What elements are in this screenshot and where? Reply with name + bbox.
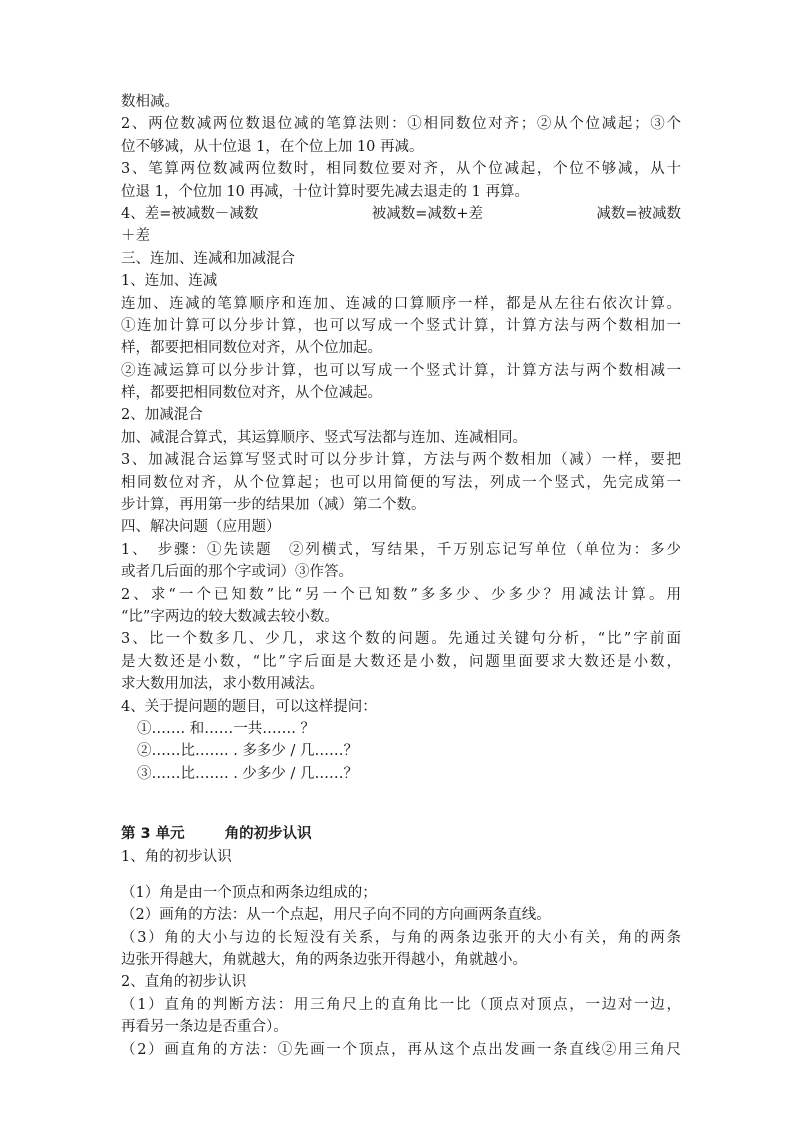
text-line: 样，都要把相同数位对齐，从个位加起。 [121,340,382,357]
text-line: ①连加计算可以分步计算，也可以写成一个竖式计算，计算方法与两个数相加一 [121,317,681,334]
unit-label: 第 3 单元 [121,826,185,843]
text-line: 是大数还是小数，“比”字后面是大数还是小数，问题里面要求大数还是小数， [121,653,681,670]
unit-title: 角的初步认识 [224,826,312,843]
text-line: “比”字两边的较大数减去较小数。 [121,608,339,625]
text-line: 3、比一个数多几、少几，求这个数的问题。先通过关键句分析，“比”字前面 [121,631,681,648]
document-page [121,91,681,1061]
text-line: 边张开得越大，角就越大，角的两条边张开得越小，角就越小。 [121,952,527,969]
text-line: ②连减运算可以分步计算，也可以写成一个竖式计算，计算方法与两个数相减一 [121,362,681,379]
text-line: 样，都要把相同数位对齐，从个位减起。 [121,385,382,402]
formula-line [121,203,681,225]
text-line: 3、加减混合运算写竖式时可以分步计算，方法与两个数相加（减）一样，要把 [121,452,681,469]
text-line: 3、笔算两位数减两位数时，相同数位要对齐，从个位减起，个位不够减，从十 [121,161,681,178]
question-item: ③……比……. . 少多少 / 几……？ [137,765,359,782]
text-line: 相同数位对齐，从个位算起；也可以用简便的写法，列成一个竖式，先完成第一 [121,474,681,491]
subsection-heading: 1、角的初步认识 [121,848,232,865]
section-heading: 四、解决问题（应用题） [121,519,281,536]
text-line: 加、减混合算式，其运算顺序、竖式写法都与连加、连减相同。 [121,429,527,446]
unit-heading [121,823,681,845]
text-line: （2）画直角的方法：①先画一个顶点，再从这个点出发画一条直线②用三角尺 [121,1041,681,1058]
text-line: （1）直角的判断方法：用三角尺上的直角比一比（顶点对顶点，一边对一边， [121,996,681,1013]
text-line: 步计算，再用第一步的结果加（减）第二个数。 [121,497,426,514]
text-line: 位退 1，个位加 10 再减，十位计算时要先减去退走的 1 再算。 [121,183,529,200]
text-line: 1、 步骤：①先读题 ②列横式，写结果，千万别忘记写单位（单位为：多少 [121,541,681,558]
text-line: （2）画角的方法：从一个点起，用尺子向不同的方向画两条直线。 [121,907,551,924]
text-line: 再看另一条边是否重合）。 [121,1019,288,1036]
text-line: 或者几后面的那个字或词）③作答。 [121,564,353,581]
subsection-heading: 2、加减混合 [121,407,203,424]
formula-difference: 4、差=被减数－减数 [121,205,259,222]
text-line: 4、关于提问题的题目，可以这样提问： [121,698,377,715]
formula-minuend: 被减数=减数+差 [371,205,484,222]
subsection-heading: 2、直角的初步认识 [121,974,247,991]
text-line: 连加、连减的笔算顺序和连加、连减的口算顺序一样，都是从左往右依次计算。 [121,295,681,312]
text-line: 求大数用加法，求小数用减法。 [121,676,324,693]
formula-subtrahend: 减数=被减数 [596,205,681,222]
text-line: 2、求“一个已知数”比“另一个已知数”多多少、少多少？用减法计算。用 [121,586,681,603]
text-line: ＋差 [121,228,150,245]
section-heading: 三、连加、连减和加减混合 [121,250,295,267]
text-line: （1）角是由一个顶点和两条边组成的； [121,884,377,901]
question-item: ②……比……. . 多多少 / 几……？ [137,743,359,760]
text-line: 位不够减，从十位退 1，在个位上加 10 再减。 [121,138,424,155]
text-line: 2、两位数减两位数退位减的笔算法则：①相同数位对齐；②从个位减起；③个 [121,116,681,133]
subsection-heading: 1、连加、连减 [121,273,218,290]
text-line: 数相减。 [121,94,179,110]
question-item: ①……. 和……一共……. ？ [137,720,315,737]
text-line: （3）角的大小与边的长短没有关系，与角的两条边张开的大小有关，角的两条 [121,929,681,946]
